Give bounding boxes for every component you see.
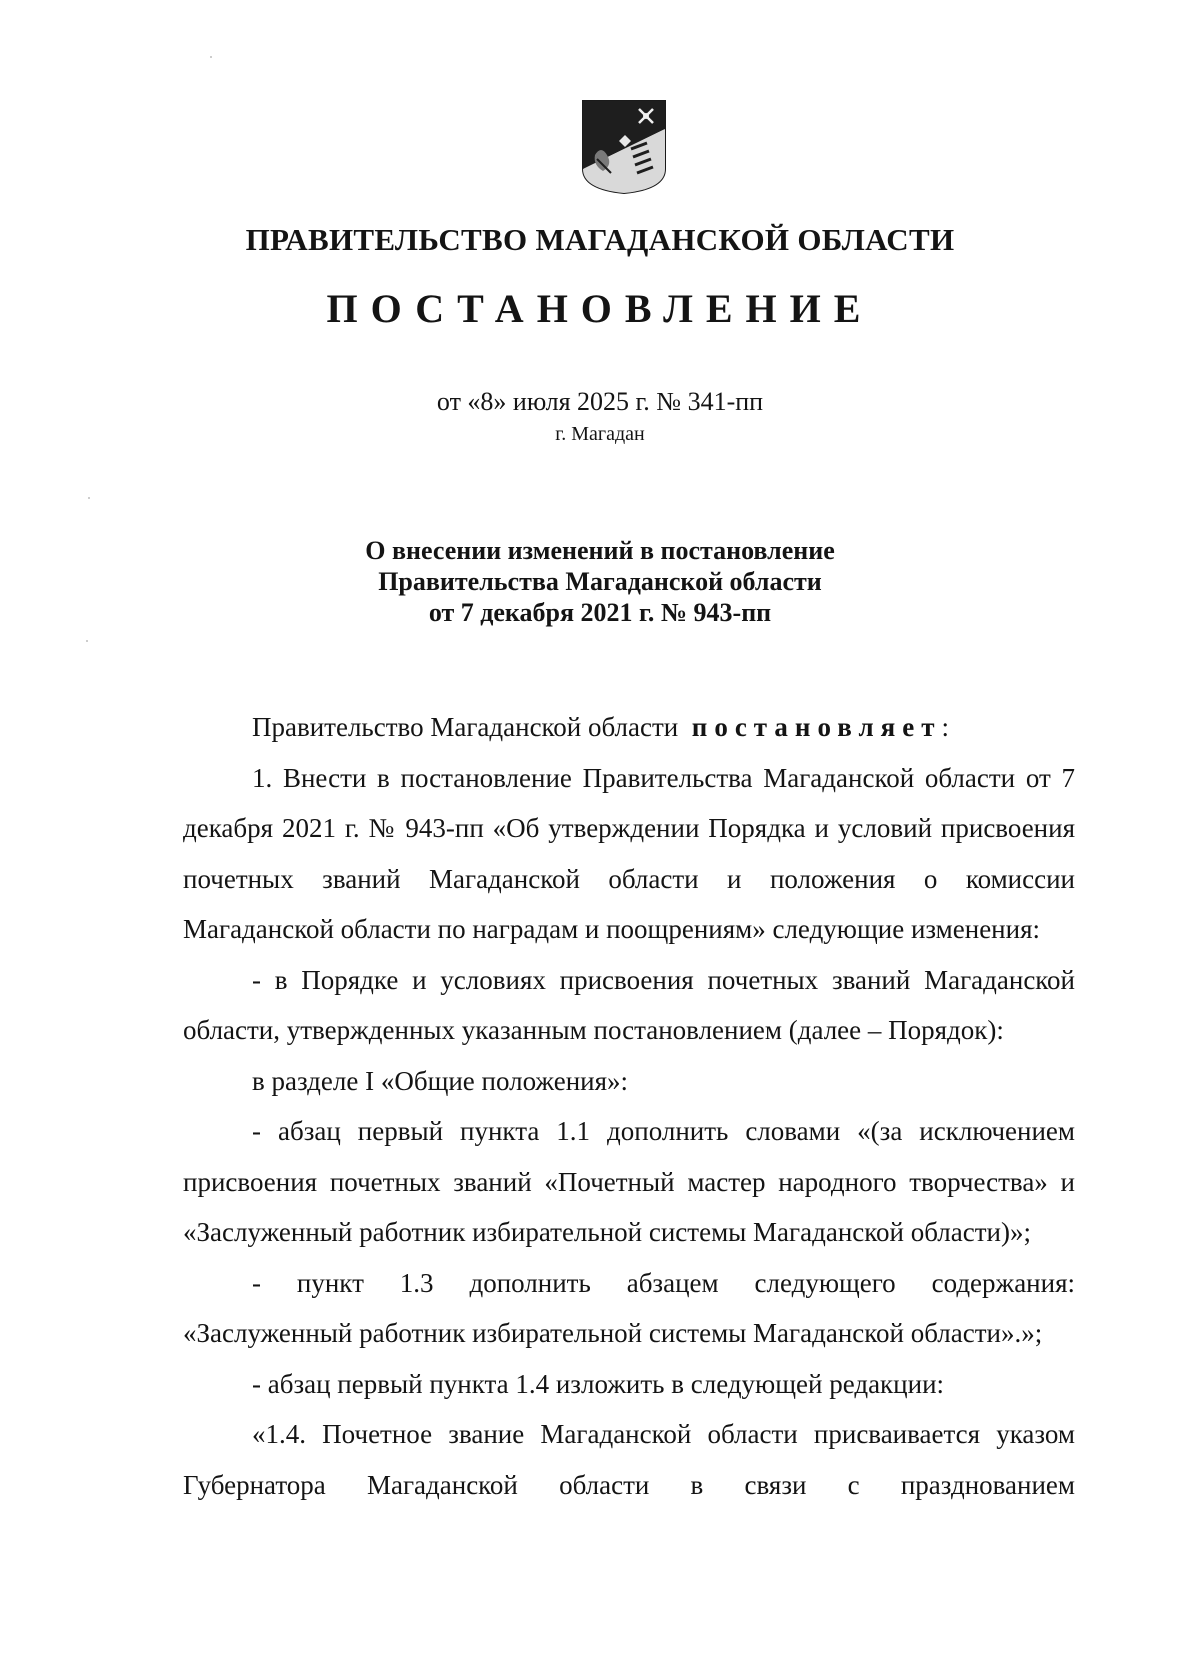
scan-artifact	[88, 497, 90, 499]
body-paragraph-5: - пункт 1.3 дополнить абзацем следующего содержания: «Заслуженный работник избирательной системы Магаданской области».»;	[183, 1267, 1075, 1348]
subject-line-1: О внесении изменений в постановление	[365, 536, 835, 565]
document-subject	[0, 535, 1200, 628]
body-paragraph-4: - абзац первый пункта 1.1 дополнить словами «(за исключением присвоения почетных званий «Почетный мастер народного творчества» и «Заслуженный работник избирательной системы Магаданской области)»;	[183, 1116, 1075, 1247]
intro-text: Правительство Магаданской области	[252, 712, 679, 742]
intro-paragraph	[183, 702, 1075, 753]
coat-of-arms-emblem	[581, 99, 667, 195]
document-date-number: от «8» июля 2025 г. № 341-пп	[436, 387, 764, 416]
body-paragraph-7: «1.4. Почетное звание Магаданской области присваивается указом Губернатора Магаданской области в связи с празднованием	[183, 1419, 1075, 1500]
government-title: ПРАВИТЕЛЬСТВО МАГАДАНСКОЙ ОБЛАСТИ	[245, 222, 955, 257]
decree-word: постановляет	[691, 712, 942, 742]
document-city: г. Магадан	[555, 423, 645, 445]
subject-line-2: Правительства Магаданской области	[378, 567, 822, 596]
document-type-heading: ПОСТАНОВЛЕНИЕ	[326, 286, 874, 331]
document-body	[183, 702, 1075, 1510]
body-paragraph-1: 1. Внести в постановление Правительства Магаданской области от 7 декабря 2021 г. № 943-пп «Об утверждении Порядка и условий присвоения почетных званий Магаданской области и положения о комиссии Магаданской области по наградам и поощрениям» следующие изменения:	[183, 762, 1075, 944]
body-paragraph-2: - в Порядке и условиях присвоения почетных званий Магаданской области, утвержденных указанным постановлением (далее – Порядок):	[183, 964, 1075, 1045]
body-paragraph-6: - абзац первый пункта 1.4 изложить в следующей редакции:	[252, 1368, 945, 1399]
scan-artifact	[210, 56, 212, 58]
scan-artifact	[86, 640, 88, 642]
subject-line-3: от 7 декабря 2021 г. № 943-пп	[428, 598, 772, 627]
intro-colon: :	[941, 712, 950, 742]
body-paragraph-3: в разделе I «Общие положения»:	[252, 1065, 629, 1096]
